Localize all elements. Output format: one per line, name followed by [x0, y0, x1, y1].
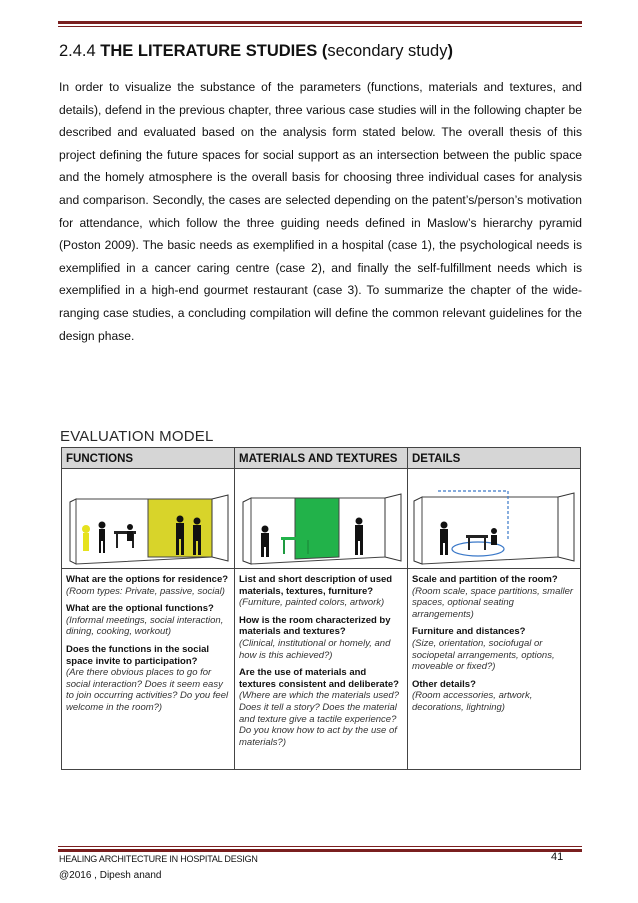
body-paragraph: In order to visualize the substance of the parameters (functions, materials and textures, and details), defend in the previous chapter, three various case studies will in the following chapter be described and evaluated based on the analysis form stated below. The overall thesis of this project defining the future spaces for social support as an intersection between the public space and the homely atmosphere is the overall basis for choosing three individual cases for analysis and comparison. Secondly, the cases are selected depending on the patent’s/person’s motivation for attendance, which follow the three guiding needs defined in Maslow’s hierarchy pyramid (Poston 2009). The basic needs as exemplified in a hospital (case 1), the psychological needs is exemplified in a cancer caring centre (case 2), and finally the self-fulfillment needs which is exemplified in a high-end gourmet restaurant (case 3). To summarize the chapter of the wide-ranging case studies, a concluding compilation will define the common relevant guidelines for the design phase.	[59, 80, 582, 343]
column-body	[61, 569, 235, 770]
answer: (Clinical, institutional or homely, and how is this achieved?)	[239, 637, 391, 661]
answer: (Where are which the materials used? Does it tell a story? Does the material and texture give a tactile experience? Do you know how to act by the use of materials?)	[239, 690, 399, 748]
column-materials	[234, 447, 408, 770]
question: What are the options for residence?	[66, 574, 229, 585]
evaluation-model-table	[61, 447, 581, 770]
answer: (Furniture, painted colors, artwork)	[239, 597, 385, 609]
answer: (Room types: Private, passive, social)	[66, 585, 225, 597]
column-body	[407, 569, 581, 770]
footer-title: HEALING ARCHITECTURE IN HOSPITAL DESIGN	[59, 854, 258, 864]
question: How is the room characterized by materials and textures?	[239, 614, 391, 638]
question: List and short description of used materials, textures, furniture?	[239, 574, 393, 597]
column-body	[234, 569, 408, 770]
column-header: FUNCTIONS	[61, 447, 235, 469]
question: Furniture and distances?	[412, 626, 526, 638]
functions-illustration	[61, 469, 235, 569]
question: Other details?	[412, 678, 476, 690]
section-subtitle: secondary study	[327, 42, 448, 60]
column-header: MATERIALS AND TEXTURES	[234, 447, 408, 469]
answer: (Room accessories, artwork, decorations, lightning)	[412, 690, 533, 713]
details-illustration	[407, 469, 581, 569]
page-number: 41	[551, 851, 564, 863]
section-title: THE LITERATURE STUDIES (	[100, 42, 328, 60]
answer: (Room scale, space partitions, smaller spaces, optional seating arrangements)	[412, 585, 574, 620]
top-rule-thick	[58, 21, 582, 24]
footer-rule-thin	[58, 846, 582, 847]
top-rule-thin	[58, 26, 582, 27]
question: What are the optional functions?	[66, 603, 214, 615]
answer: (Are there obvious places to go for social interaction? Does it seem easy to join occurring activities? Do you feel welcome in the room?)	[66, 667, 229, 713]
answer: (Size, orientation, sociofugal or sociopetal arrangements, options, moveable or fixed?)	[412, 637, 555, 673]
question: Scale and partition of the room?	[412, 574, 558, 585]
section-heading	[59, 42, 453, 61]
answer: (Informal meetings, social interaction, dining, cooking, workout)	[66, 614, 224, 638]
question: Does the functions in the social space invite to participation?	[66, 643, 210, 667]
question: Are the use of materials and textures consistent and deliberate?	[239, 667, 399, 690]
materials-illustration	[234, 469, 408, 569]
section-title-close: )	[447, 42, 453, 60]
column-header: DETAILS	[407, 447, 581, 469]
column-functions	[61, 447, 235, 770]
footer-date: @2016 , Dipesh anand	[59, 870, 162, 881]
footer-rule-thick	[58, 849, 582, 852]
column-details	[407, 447, 581, 770]
section-number: 2.4.4	[59, 42, 96, 60]
evaluation-model-title: EVALUATION MODEL	[60, 428, 214, 445]
